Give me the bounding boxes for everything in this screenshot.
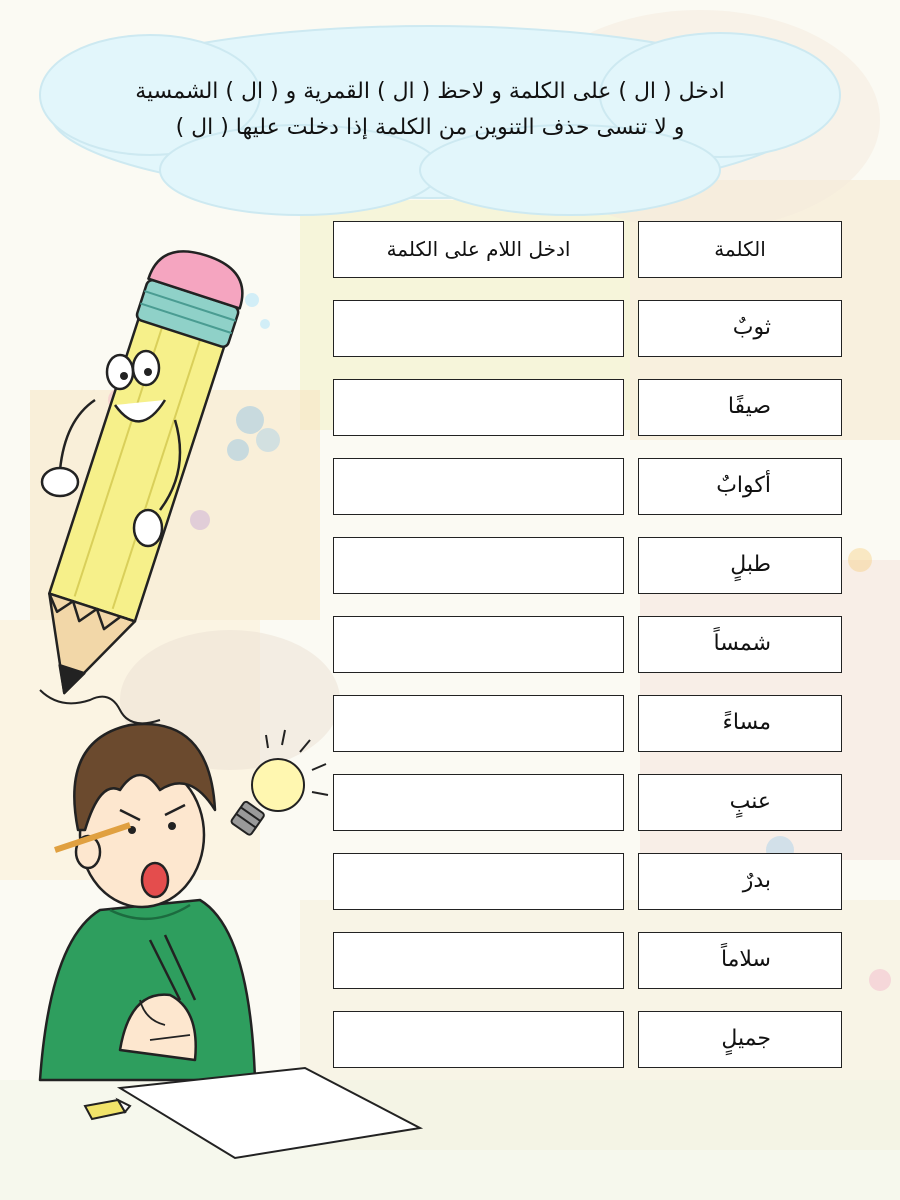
word-cell: عنبٍ	[638, 774, 842, 831]
answer-field[interactable]	[333, 1011, 624, 1068]
word-cell: جميلٍ	[638, 1011, 842, 1068]
word-cell: أكوابٌ	[638, 458, 842, 515]
answer-field[interactable]	[333, 616, 624, 673]
word-cell: شمساً	[638, 616, 842, 673]
answer-field[interactable]	[333, 932, 624, 989]
answer-field[interactable]	[333, 695, 624, 752]
answer-field[interactable]	[333, 537, 624, 594]
header-answer: ادخل اللام على الكلمة	[333, 221, 624, 278]
instruction-line-1: ادخل ( ال ) على الكلمة و لاحظ ( ال ) القمرية و ( ال ) الشمسية	[135, 79, 725, 104]
word-cell: بدرٌ	[638, 853, 842, 910]
answer-field[interactable]	[333, 300, 624, 357]
answer-field[interactable]	[333, 853, 624, 910]
instructions	[80, 74, 780, 146]
word-cell: سلاماً	[638, 932, 842, 989]
answer-field[interactable]	[333, 774, 624, 831]
word-cell: ثوبٌ	[638, 300, 842, 357]
word-cell: مساءً	[638, 695, 842, 752]
instruction-line-2: و لا تنسى حذف التنوين من الكلمة إذا دخلت عليها ( ال )	[175, 115, 685, 140]
header-word: الكلمة	[638, 221, 842, 278]
answer-field[interactable]	[333, 379, 624, 436]
word-cell: صيفًا	[638, 379, 842, 436]
answer-field[interactable]	[333, 458, 624, 515]
word-cell: طبلٍ	[638, 537, 842, 594]
